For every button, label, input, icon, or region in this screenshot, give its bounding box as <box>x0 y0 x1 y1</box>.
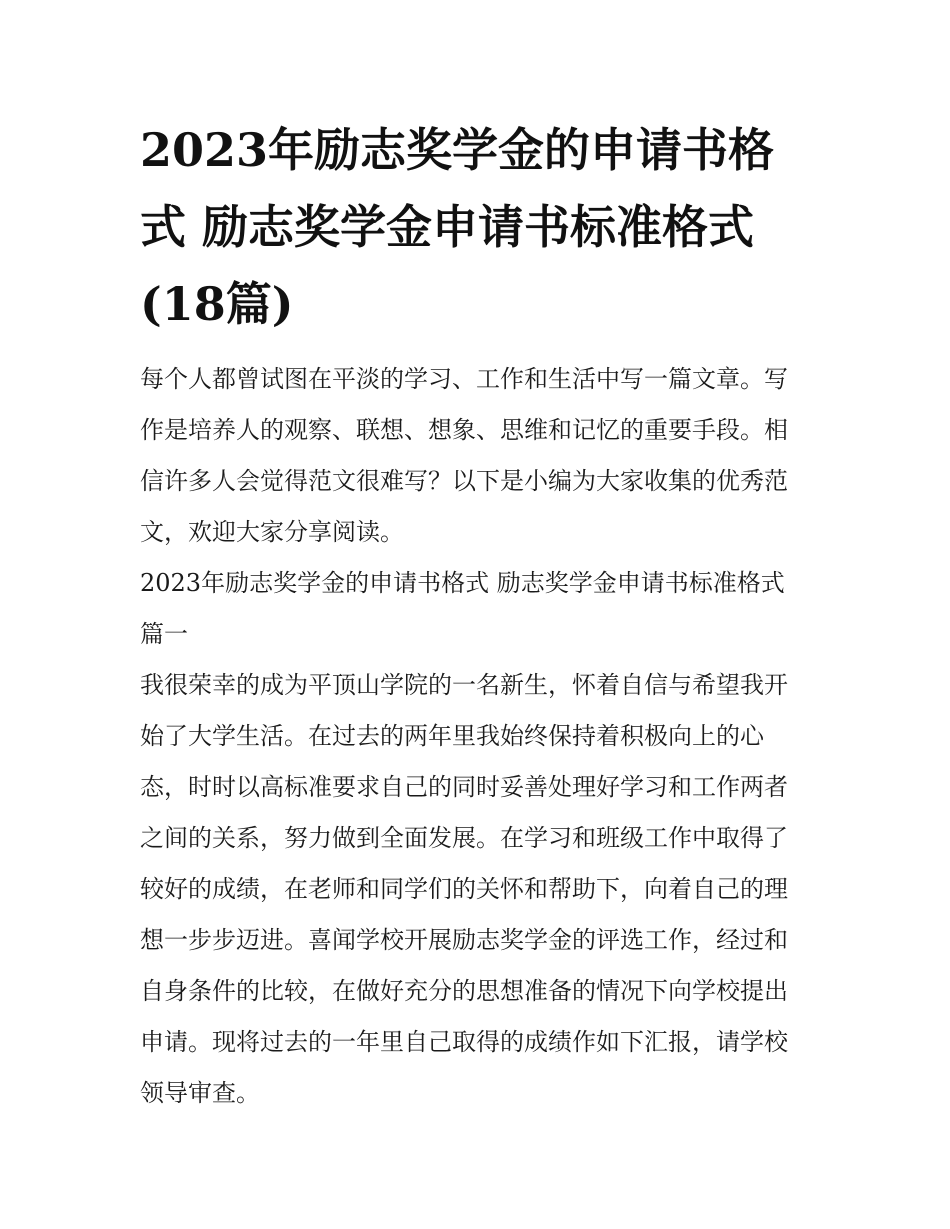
title-line: 2023年励志奖学金的申请书格 <box>140 123 775 177</box>
body-line: 想一步步迈进。喜闻学校开展励志奖学金的评选工作，经过和 <box>140 926 788 954</box>
title-line: (18篇) <box>140 277 294 331</box>
section-heading-line: 2023年励志奖学金的申请书格式 励志奖学金申请书标准格式 <box>140 569 785 597</box>
section-heading-line: 篇一 <box>140 620 188 648</box>
body-line: 申请。现将过去的一年里自己取得的成绩作如下汇报，请学校 <box>140 1028 788 1056</box>
body-line: 领导审查。 <box>140 1079 260 1107</box>
body-line: 始了大学生活。在过去的两年里我始终保持着积极向上的心 <box>140 722 764 750</box>
body-line: 态，时时以高标准要求自己的同时妥善处理好学习和工作两者 <box>140 773 788 801</box>
section-heading <box>140 558 818 660</box>
intro-line: 每个人都曾试图在平淡的学习、工作和生活中写一篇文章。写 <box>140 365 788 393</box>
body-line: 之间的关系，努力做到全面发展。在学习和班级工作中取得了 <box>140 824 788 852</box>
body-line: 自身条件的比较，在做好充分的思想准备的情况下向学校提出 <box>140 977 788 1005</box>
body-line: 较好的成绩，在老师和同学们的关怀和帮助下，向着自己的理 <box>140 875 788 903</box>
intro-line: 作是培养人的观察、联想、想象、思维和记忆的重要手段。相 <box>140 416 788 444</box>
document-title <box>140 112 820 343</box>
intro-line: 文，欢迎大家分享阅读。 <box>140 518 404 546</box>
intro-line: 信许多人会觉得范文很难写？以下是小编为大家收集的优秀范 <box>140 467 788 495</box>
intro-paragraph <box>140 354 818 558</box>
body-paragraph <box>140 660 818 1119</box>
title-line: 式 励志奖学金申请书标准格式 <box>140 200 755 254</box>
body-line: 我很荣幸的成为平顶山学院的一名新生，怀着自信与希望我开 <box>140 671 788 699</box>
